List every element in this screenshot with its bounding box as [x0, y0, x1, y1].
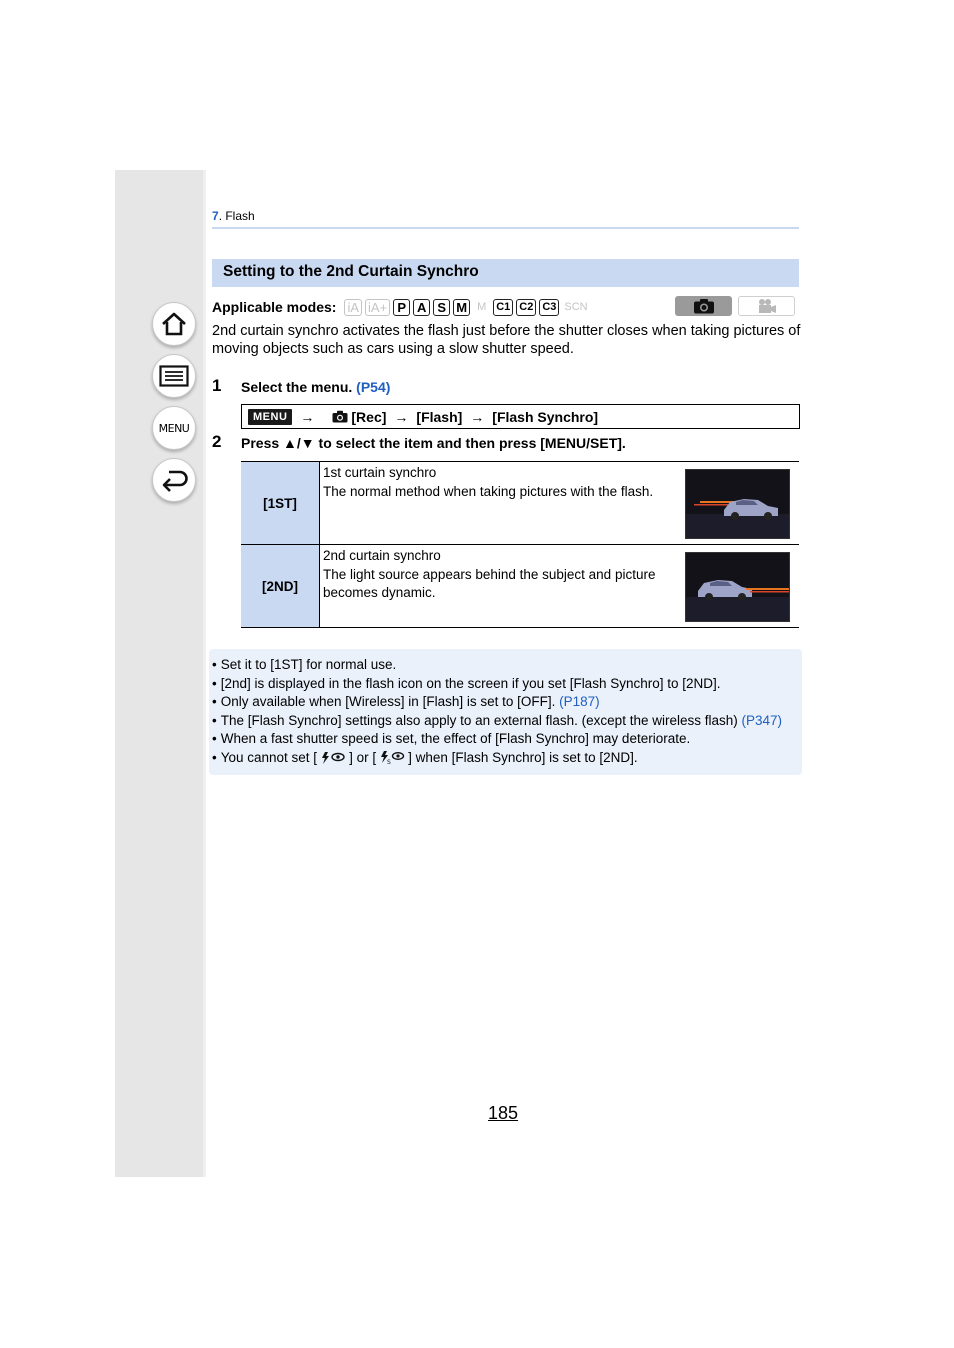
note-4 — [212, 712, 802, 731]
note-6-part-a: You cannot set [ — [220, 749, 318, 765]
contents-button[interactable] — [152, 354, 196, 398]
option-body-1st — [320, 462, 800, 545]
home-icon — [160, 311, 188, 337]
step-2-number: 2 — [212, 432, 222, 451]
path-flash: [Flash] — [416, 408, 463, 425]
note-5: • When a fast shutter speed is set, the effect of [Flash Synchro] may deteriorate. — [212, 730, 802, 749]
note-6 — [212, 749, 802, 768]
mode-p: P — [393, 299, 410, 316]
option-desc-1st: The normal method when taking pictures with the flash. — [323, 483, 654, 499]
mode-scn: SCN — [564, 301, 588, 313]
step-1-number: 1 — [212, 376, 222, 395]
chapter-divider — [212, 227, 799, 229]
chapter-heading — [212, 209, 255, 223]
photo-mode-tab — [675, 296, 732, 316]
path-arrow-2: → — [394, 408, 409, 425]
sample-photo-2nd-curtain — [685, 552, 790, 622]
modes-label: Applicable modes: — [212, 299, 337, 315]
camera-icon — [332, 410, 348, 423]
path-arrow-1: → — [300, 408, 315, 425]
list-icon — [159, 365, 189, 387]
page-number: 185 — [488, 1103, 519, 1123]
mode-ia: iA — [344, 299, 362, 316]
note-6-part-b: ] or [ — [349, 749, 377, 765]
car-light-trail-image — [686, 553, 790, 622]
svg-text:S: S — [387, 759, 391, 766]
path-arrow-3: → — [470, 408, 485, 425]
mode-s: S — [433, 299, 450, 316]
section-header — [212, 259, 799, 287]
note-6-part-c: ] when [Flash Synchro] is set to [2ND]. — [408, 749, 638, 765]
option-name-2nd: 2nd curtain synchro — [323, 548, 441, 563]
note-2: • [2nd] is displayed in the flash icon on the screen if you set [Flash Synchro] to [2ND]. — [212, 675, 802, 694]
table-row — [241, 545, 799, 628]
step-1-text — [241, 379, 390, 395]
note-4-text: The [Flash Synchro] settings also apply to an external flash. (except the wireless flash) — [220, 712, 738, 728]
menu-button[interactable] — [152, 406, 196, 450]
mode-ia-plus: iA+ — [365, 299, 390, 316]
options-table — [241, 461, 799, 628]
note-3-link[interactable]: (P187) — [559, 694, 600, 710]
slow-sync-red-eye-icon — [379, 751, 405, 765]
car-light-trail-image — [686, 470, 790, 539]
chapter-title: . Flash — [218, 209, 255, 223]
mode-m: M — [453, 299, 470, 316]
section-title: Setting to the 2nd Curtain Synchro — [223, 263, 479, 280]
note-3 — [212, 693, 802, 712]
applicable-modes — [212, 297, 593, 317]
notes-box — [209, 649, 802, 775]
option-key-1st: [1ST] — [241, 462, 320, 545]
note-4-link[interactable]: (P347) — [741, 712, 783, 728]
note-3-text: Only available when [Wireless] in [Flash] is set to [OFF]. — [220, 694, 556, 710]
option-body-2nd — [320, 545, 800, 628]
flash-red-eye-icon — [320, 752, 346, 764]
menu-path — [241, 404, 800, 429]
sidebar-edge — [203, 170, 206, 1177]
video-camera-icon — [756, 298, 778, 314]
step-1-link[interactable]: (P54) — [356, 379, 391, 395]
intro-text: 2nd curtain synchro activates the flash just before the shutter closes when taking pictures of moving objects such as cars using a slow shutter speed. — [212, 323, 801, 357]
step-1-label: Select the menu. — [241, 379, 353, 395]
video-mode-tab — [738, 296, 795, 316]
sample-photo-1st-curtain — [685, 469, 790, 539]
mode-c3: C3 — [539, 299, 559, 316]
mode-creative-video: M — [477, 301, 487, 313]
mode-a: A — [413, 299, 430, 316]
menu-badge: MENU — [248, 409, 292, 425]
chapter-number: 7 — [212, 209, 219, 223]
note-1: • Set it to [1ST] for normal use. — [212, 656, 802, 675]
mode-c1: C1 — [493, 299, 513, 316]
back-button[interactable] — [152, 458, 196, 502]
menu-label: MENU — [158, 421, 190, 435]
path-flash-synchro: [Flash Synchro] — [492, 408, 599, 425]
path-rec: [Rec] — [351, 408, 387, 425]
table-row — [241, 462, 799, 545]
return-icon — [160, 468, 188, 492]
step-2-text: Press ▲/▼ to select the item and then press [MENU/SET]. — [241, 435, 626, 451]
camera-icon — [693, 298, 715, 314]
mode-c2: C2 — [516, 299, 536, 316]
home-button[interactable] — [152, 302, 196, 346]
option-key-2nd: [2ND] — [241, 545, 320, 628]
option-name-1st: 1st curtain synchro — [323, 465, 437, 480]
option-desc-2nd: The light source appears behind the subject and picture becomes dynamic. — [323, 566, 656, 600]
